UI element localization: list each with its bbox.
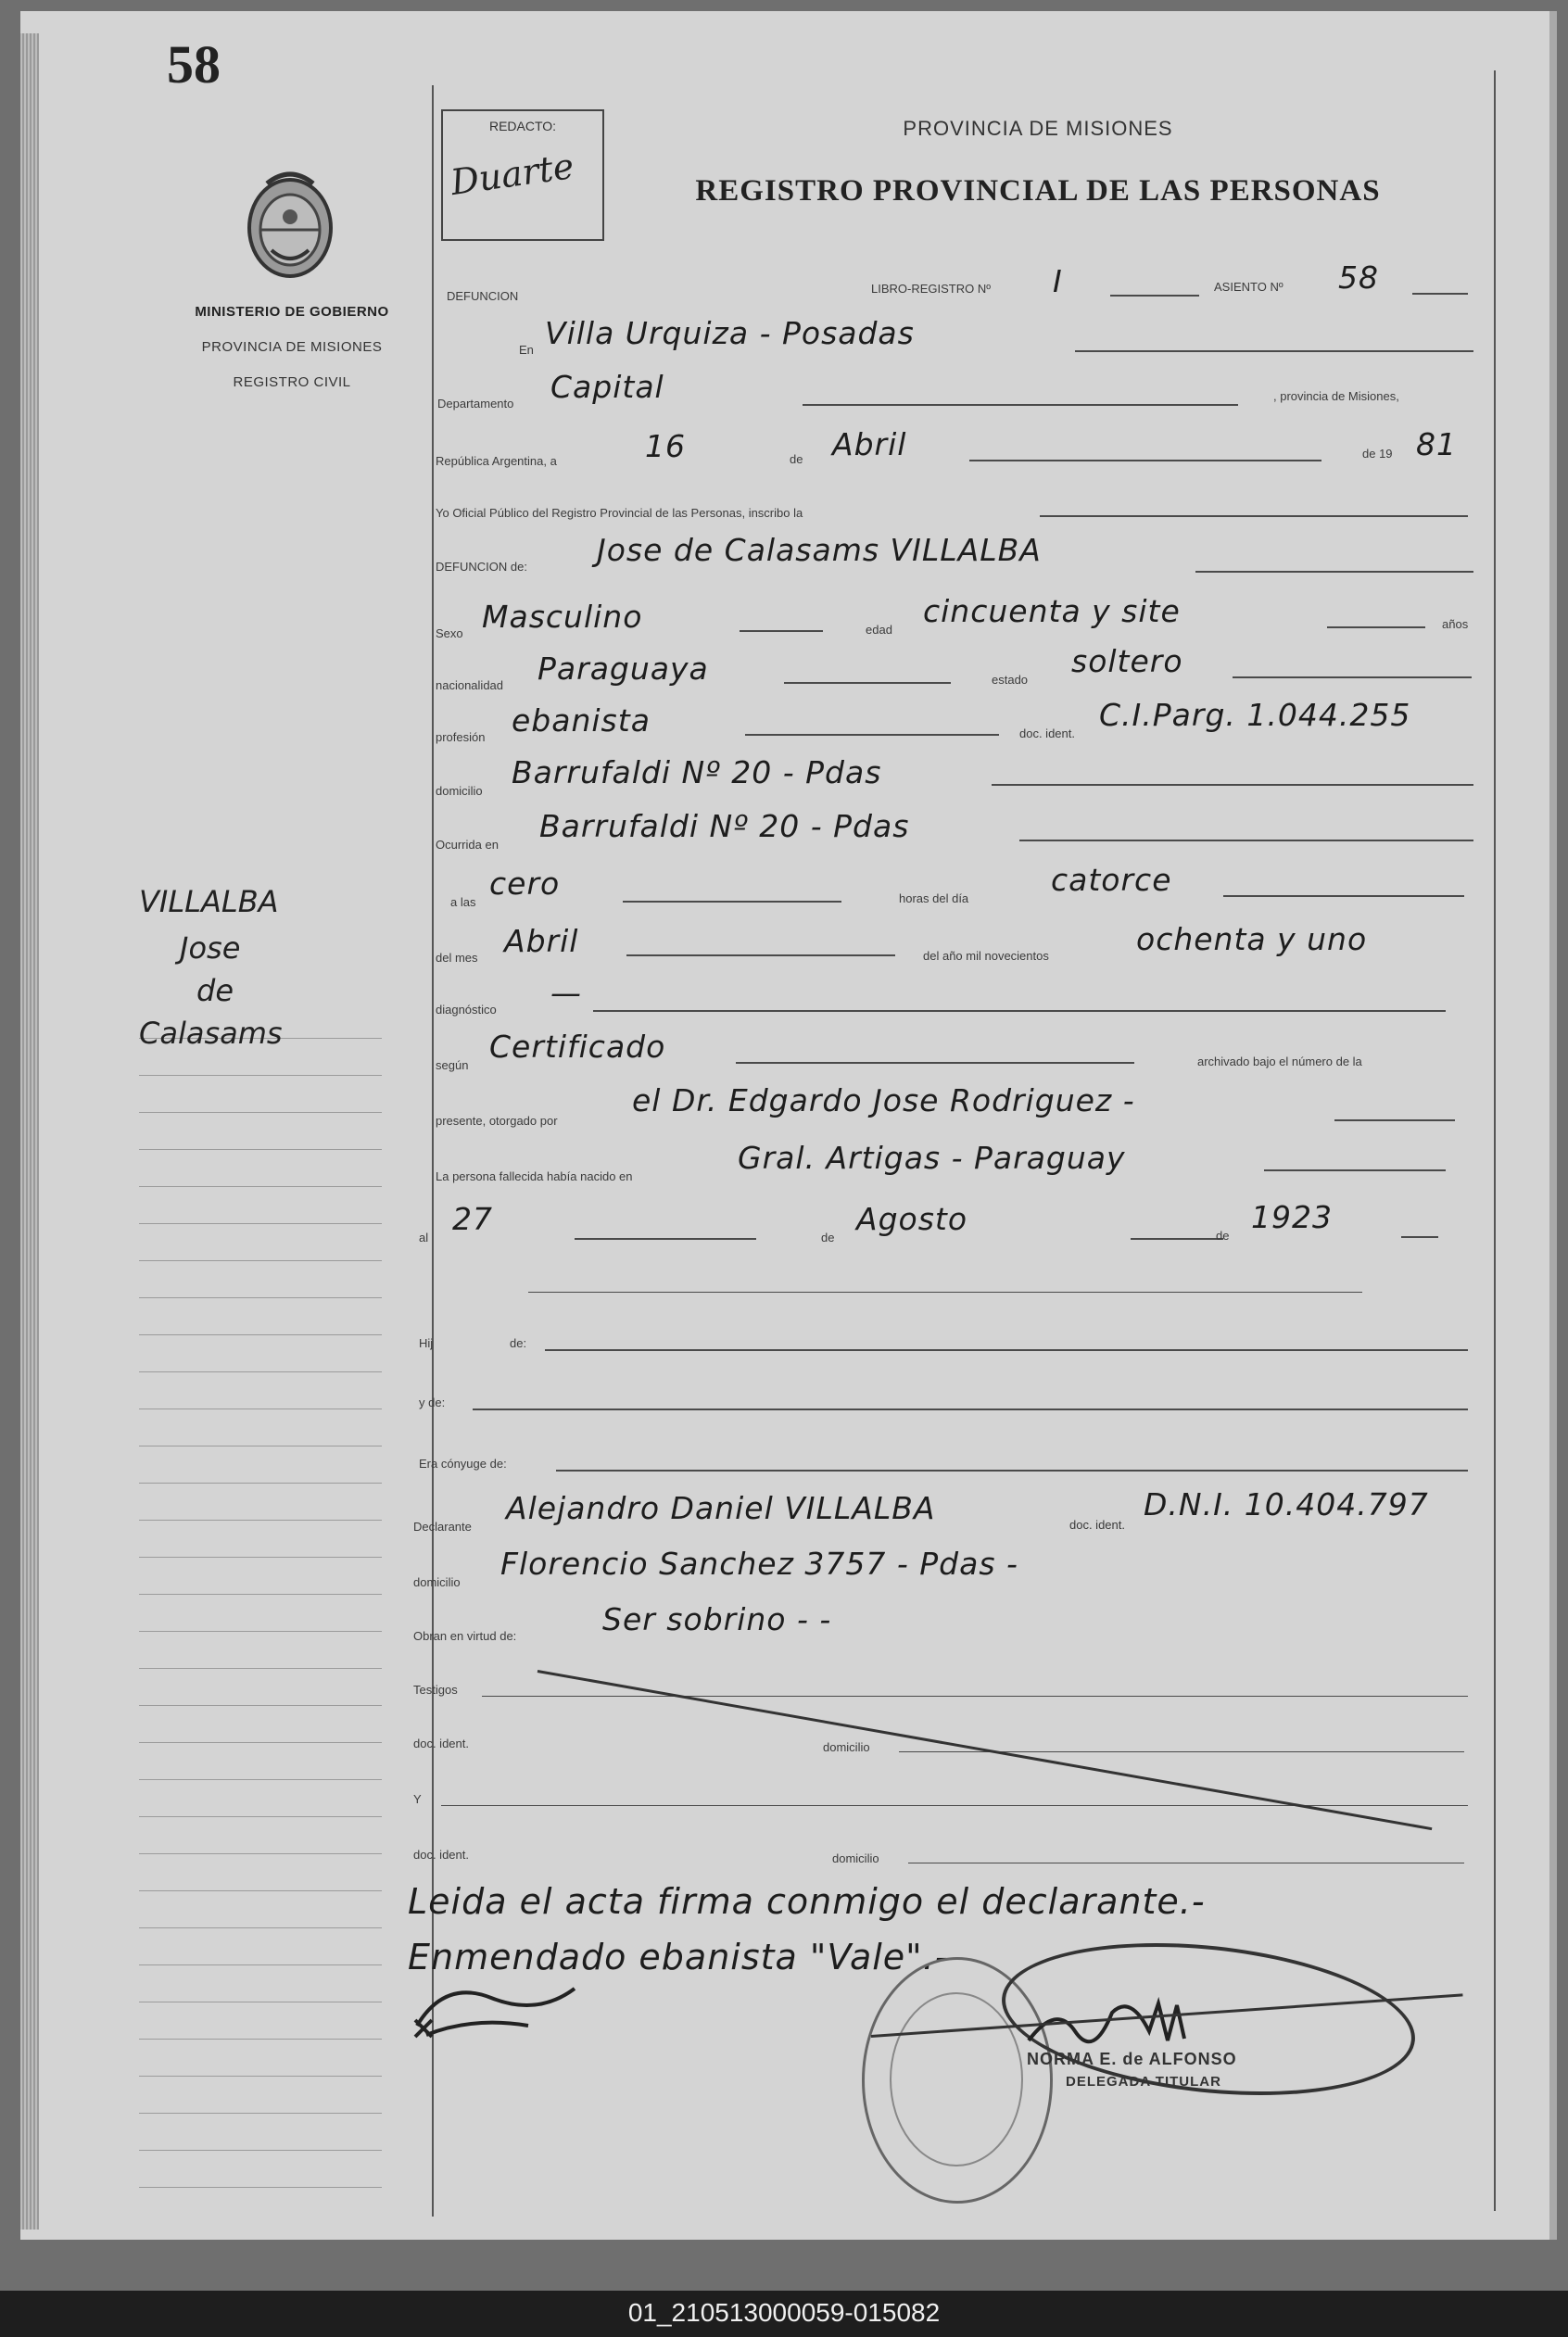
- de-label: de: [790, 452, 803, 466]
- al-label: al: [419, 1231, 429, 1244]
- ocurrida-value: Barrufaldi Nº 20 - Pdas: [539, 808, 910, 844]
- libro-label: LIBRO-REGISTRO Nº: [871, 282, 991, 296]
- segun-line: [736, 1062, 1134, 1064]
- stamp-name: NORMA E. de ALFONSO: [1027, 2050, 1237, 2068]
- day-value: 16: [645, 428, 686, 464]
- sexo-value: Masculino: [482, 599, 643, 635]
- a-las-label: a las: [450, 895, 476, 909]
- departamento-line: [803, 404, 1238, 406]
- declarante-doc-value: D.N.I. 10.404.797: [1144, 1486, 1429, 1522]
- estado-label: estado: [992, 673, 1029, 687]
- obran-value: Ser sobrino - -: [602, 1601, 832, 1637]
- asiento-line: [1412, 293, 1468, 295]
- profesion-label: profesión: [436, 730, 486, 744]
- provincia-label: , provincia de Misiones,: [1273, 389, 1399, 403]
- blank-line: [528, 1292, 1362, 1293]
- oficial-line: [1040, 515, 1468, 517]
- diagnostico-line: [593, 1010, 1446, 1012]
- birth-year-value: 1923: [1251, 1199, 1333, 1235]
- republica-label: República Argentina, a: [436, 454, 557, 468]
- testigo-domicilio2-label: domicilio: [832, 1851, 879, 1865]
- page-number: 58: [167, 34, 221, 95]
- month-value: Abril: [832, 426, 907, 462]
- declarante-label: Declarante: [413, 1520, 472, 1534]
- ocurrida-line: [1019, 840, 1473, 841]
- domicilio-value: Barrufaldi Nº 20 - Pdas: [512, 754, 882, 790]
- oficial-label: Yo Oficial Público del Registro Provincial de las Personas, inscribo la: [436, 506, 803, 520]
- registry-heading: REGISTRO CIVIL: [233, 374, 351, 390]
- defuncion-de-label: DEFUNCION de:: [436, 560, 527, 574]
- birth-month-value: Agosto: [856, 1201, 968, 1237]
- deceased-name-value: Jose de Calasams VILLALBA: [597, 532, 1042, 568]
- birth-month-line: [1131, 1238, 1223, 1240]
- asiento-value: 58: [1338, 259, 1379, 296]
- domicilio-label: domicilio: [436, 784, 483, 798]
- horas-label: horas del día: [899, 891, 969, 905]
- mes-line: [626, 954, 895, 956]
- doc-label: doc. ident.: [1019, 726, 1075, 740]
- domicilio-line: [992, 784, 1473, 786]
- horas-line: [1223, 895, 1464, 897]
- testigo-doc2-label: doc. ident.: [413, 1848, 469, 1862]
- mes-value: Abril: [504, 923, 579, 959]
- sexo-line: [740, 630, 823, 632]
- nacido-value: Gral. Artigas - Paraguay: [738, 1140, 1126, 1176]
- presente-value: el Dr. Edgardo Jose Rodriguez -: [632, 1082, 1135, 1118]
- testigo-domicilio-label: domicilio: [823, 1740, 870, 1754]
- asiento-label: ASIENTO Nº: [1214, 280, 1283, 294]
- birth-year-line: [1401, 1236, 1438, 1238]
- official-seal-inner: [890, 1992, 1023, 2166]
- coat-of-arms-icon: [239, 165, 341, 284]
- province-title: PROVINCIA DE MISIONES: [903, 117, 1173, 140]
- nacionalidad-value: Paraguaya: [537, 651, 709, 687]
- presente-label: presente, otorgado por: [436, 1114, 558, 1128]
- image-code: 01_210513000059-015082: [627, 2298, 941, 2327]
- birth-day-value: 27: [452, 1201, 493, 1237]
- closing-line-2: Enmendado ebanista "Vale".-: [408, 1937, 949, 1977]
- margin-note-de: de: [196, 973, 234, 1008]
- nacido-label: La persona fallecida había nacido en: [436, 1169, 633, 1183]
- hijo-label: Hij: [419, 1336, 434, 1350]
- nacido-line: [1264, 1169, 1446, 1171]
- segun-label: según: [436, 1058, 469, 1072]
- declarante-domicilio-value: Florencio Sanchez 3757 - Pdas -: [500, 1546, 1018, 1582]
- estado-value: soltero: [1071, 643, 1183, 679]
- conyuge-label: Era cónyuge de:: [419, 1457, 507, 1471]
- doc-value: C.I.Parg. 1.044.255: [1099, 697, 1411, 733]
- anos-label: años: [1442, 617, 1469, 631]
- declarante-doc-label: doc. ident.: [1069, 1518, 1125, 1532]
- presente-line: [1334, 1119, 1455, 1121]
- nacionalidad-line: [784, 682, 951, 684]
- birth-de-label: de: [821, 1231, 835, 1244]
- redacto-label: REDACTO:: [488, 119, 557, 133]
- act-type-label: DEFUNCION: [447, 289, 519, 303]
- y-de-label: y de:: [419, 1396, 446, 1409]
- margin-note-surname: VILLALBA: [139, 884, 279, 919]
- profesion-value: ebanista: [512, 702, 651, 739]
- y-de-line: [473, 1409, 1468, 1410]
- en-line: [1075, 350, 1473, 352]
- a-las-value: cero: [489, 865, 561, 902]
- diagnostico-value: —: [550, 975, 582, 1011]
- defuncion-line: [1195, 571, 1473, 573]
- anio-value: ochenta y uno: [1136, 921, 1368, 957]
- departamento-value: Capital: [550, 369, 664, 405]
- redacto-signature: Duarte: [448, 145, 576, 204]
- testigo-y-label: Y: [413, 1792, 422, 1806]
- edad-line: [1327, 626, 1425, 628]
- profesion-line: [745, 734, 999, 736]
- birth-year-label: de: [1216, 1229, 1230, 1243]
- ocurrida-label: Ocurrida en: [436, 838, 499, 852]
- page-edges: [20, 33, 39, 2230]
- testigos-line: [482, 1696, 1468, 1697]
- month-line: [969, 460, 1321, 461]
- conyuge-line: [556, 1470, 1468, 1472]
- nacionalidad-label: nacionalidad: [436, 678, 504, 692]
- birth-day-line: [575, 1238, 756, 1240]
- sexo-label: Sexo: [436, 626, 463, 640]
- margin-note-middle: Calasams: [139, 1016, 283, 1051]
- anio-label: del año mil novecientos: [923, 949, 1049, 963]
- diagnostico-label: diagnóstico: [436, 1003, 497, 1017]
- a-las-line: [623, 901, 841, 903]
- registry-title: REGISTRO PROVINCIAL DE LAS PERSONAS: [695, 174, 1381, 208]
- testigos-label: Testigos: [413, 1683, 458, 1697]
- edad-value: cincuenta y site: [923, 593, 1181, 629]
- hijo-line: [545, 1349, 1468, 1351]
- horas-value: catorce: [1051, 862, 1172, 898]
- ministry-heading: MINISTERIO DE GOBIERNO: [195, 304, 389, 320]
- declarante-domicilio-label: domicilio: [413, 1575, 461, 1589]
- year-label: de 19: [1362, 447, 1393, 461]
- testigo-doc-label: doc. ident.: [413, 1737, 469, 1750]
- obran-label: Obran en virtud de:: [413, 1629, 517, 1643]
- closing-line-1: Leida el acta firma conmigo el declarante.-: [408, 1881, 1206, 1922]
- margin-note-name: Jose: [180, 930, 241, 966]
- segun-value: Certificado: [489, 1029, 666, 1065]
- hijo-de-label: de:: [510, 1336, 527, 1350]
- declarant-signature-icon: [408, 1961, 612, 2053]
- form-right-border: [1494, 70, 1496, 2211]
- year-value: 81: [1416, 426, 1457, 462]
- testigo-domicilio-line: [899, 1751, 1464, 1752]
- en-label: En: [519, 343, 534, 357]
- edad-label: edad: [866, 623, 892, 637]
- estado-line: [1233, 676, 1472, 678]
- en-value: Villa Urquiza - Posadas: [545, 315, 915, 351]
- departamento-label: Departamento: [437, 397, 514, 411]
- libro-line: [1110, 295, 1199, 297]
- stamp-role: DELEGADA TITULAR: [1066, 2074, 1221, 2090]
- archivado-label: archivado bajo el número de la: [1197, 1055, 1362, 1068]
- province-heading: PROVINCIA DE MISIONES: [201, 339, 383, 355]
- mes-label: del mes: [436, 951, 478, 965]
- declarante-value: Alejandro Daniel VILLALBA: [506, 1490, 936, 1526]
- libro-value: I: [1053, 263, 1063, 299]
